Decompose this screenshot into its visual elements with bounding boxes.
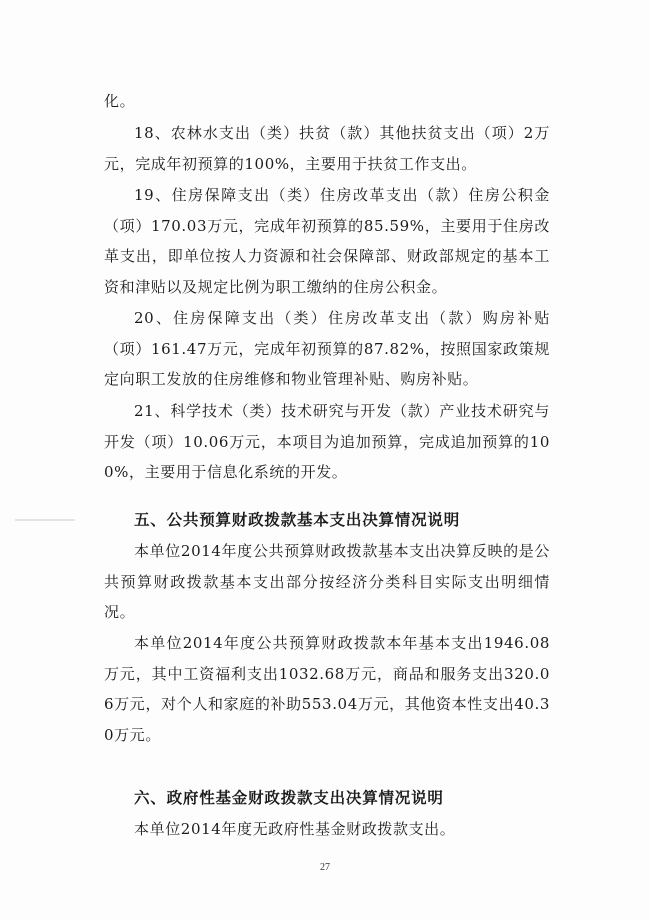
section-5-paragraph-2: 本单位2014年度公共预算财政拨款本年基本支出1946.08万元，其中工资福利支出1032.68万元，商品和服务支出320.06万元，对个人和家庭的补助553.04万元，其他资本性支出40.30万元。 [104,634,550,744]
section-5-heading: 五、公共预算财政拨款基本支出决算情况说明 [134,511,461,529]
section-6-heading: 六、政府性基金财政拨款支出决算情况说明 [134,789,444,807]
paragraph-item-20: 20、住房保障支出（类）住房改革支出（款）购房补贴（项）161.47万元，完成年初预算的87.82%，按照国家政策规定向职工发放的住房维修和物业管理补贴、购房补贴。 [104,309,550,389]
paragraph-item-19: 19、住房保障支出（类）住房改革支出（款）住房公积金（项）170.03万元，完成年初预算的85.59%，主要用于住房改革支出，即单位按人力资源和社会保障部、财政部规定的基本工资和津贴以及规定比例为职工缴纳的住房公积金。 [104,186,550,296]
paragraph-item-21: 21、科学技术（类）技术研究与开发（款）产业技术研究与开发（项）10.06万元，本项目为追加预算，完成追加预算的100%，主要用于信息化系统的开发。 [104,402,550,482]
section-5-paragraph-1: 本单位2014年度公共预算财政拨款基本支出决算反映的是公共预算财政拨款基本支出部分按经济分类科目实际支出明细情况。 [104,542,550,622]
paragraph-item-18: 18、农林水支出（类）扶贫（款）其他扶贫支出（项）2万元，完成年初预算的100%，主要用于扶贫工作支出。 [104,124,550,173]
continuation-text: 化。 [104,92,136,110]
scan-artifact [15,519,75,521]
section-6-paragraph-1: 本单位2014年度无政府性基金财政拨款支出。 [134,820,456,838]
page-number: 27 [320,862,330,873]
